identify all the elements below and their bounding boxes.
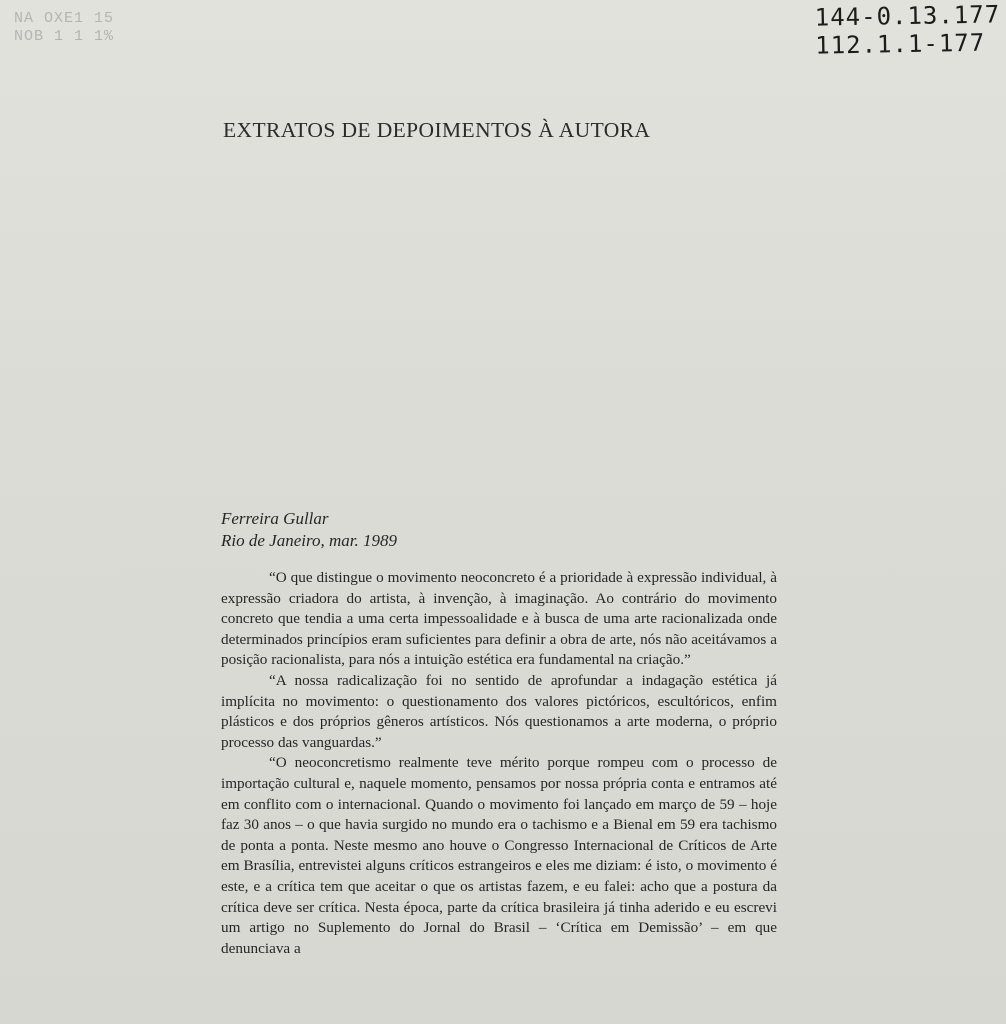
- faded-stamp-line-1: NA OXE1 15: [14, 10, 115, 27]
- testimony-body: [221, 568, 777, 959]
- author-place-date: Rio de Janeiro, mar. 1989: [221, 531, 397, 550]
- faded-stamp-line-2: NOB 1 1 1%: [14, 28, 115, 45]
- paragraph-1: “O que distingue o movimento neoconcreto é a prioridade à expressão individual, à expressão criadora do artista, à invenção, à imaginação. Ao contrário do movimento concreto que tendia a uma certa impessoalidade e à busca de uma arte racionalizada onde determinados princípios eram suficientes para definir a obra de arte, nós não aceitávamos a posição racionalista, para nós a intuição estética era fundamental na criação.”: [221, 569, 777, 669]
- handwritten-archive-code: [815, 0, 1001, 59]
- author-attribution: [221, 508, 397, 552]
- paragraph-3: “O neoconcretismo realmente teve mérito porque rompeu com o processo de importação cultural e, naquele momento, pensamos por nossa própria conta e entramos até em conflito com o internacional. Quando o movimento foi lançado em março de 59 – hoje faz 30 anos – o que havia surgido no mundo era o tachismo e a Bienal em 59 era tachismo de ponta a ponta. Neste mesmo ano houve o Congresso Internacional de Críticos de Arte em Brasília, entrevistei alguns críticos estrangeiros e eles me diziam: é isto, o movimento é este, e a crítica tem que aceitar o que os artistas fazem, e eu falei: acho que a postura da crítica deve ser crítica. Nesta época, parte da crítica brasileira já tinha aderido e eu escrevi um artigo no Suplemento do Jornal do Brasil – ‘Crítica em Demissão’ – em que denunciava a: [221, 754, 777, 957]
- page-title: EXTRATOS DE DEPOIMENTOS À AUTORA: [223, 118, 651, 142]
- faded-stamp: [14, 10, 114, 46]
- archive-code-line-2: 112.1.1-177: [815, 28, 986, 60]
- archive-code-line-1: 144-0.13.177: [814, 0, 1001, 32]
- author-name: Ferreira Gullar: [221, 509, 329, 528]
- paragraph-2: “A nossa radicalização foi no sentido de aprofundar a indagação estética já implícita no movimento: o questionamento dos valores pictóricos, escultóricos, enfim plásticos e dos próprios gêneros artísticos. Nós questionamos a arte moderna, o próprio processo das vanguardas.”: [221, 671, 777, 751]
